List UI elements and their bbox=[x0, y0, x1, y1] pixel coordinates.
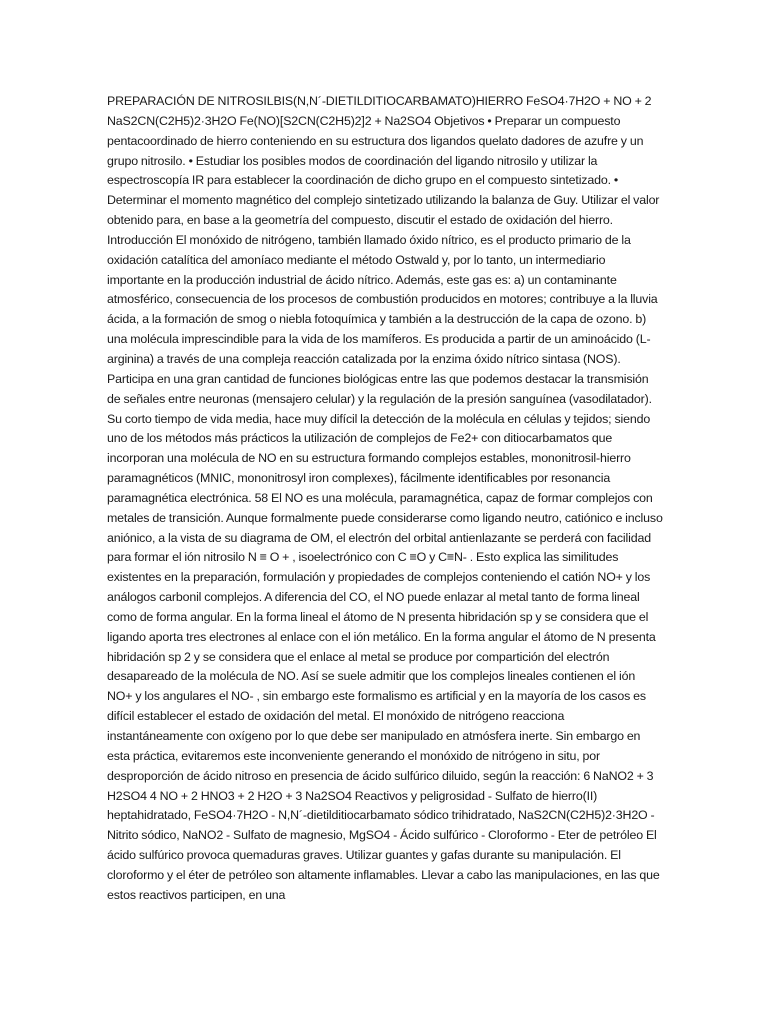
body-text: PREPARACIÓN DE NITROSILBIS(N,N´-DIETILDITIOCARBAMATO)HIERRO FeSO4·7H2O + NO + 2 NaS2CN(C2H5)2·3H2O Fe(NO)[S2CN(C2H5)2]2 + Na2SO4 Objetivos • Preparar un compuesto pentacoordinado de hierro conteniendo en su estructura dos ligandos quelato dadores de azufre y un grupo nitrosilo. • Estudiar los posibles modos de coordinación del ligando nitrosilo y utilizar la espectroscopía IR para establecer la coordinación de dicho grupo en el compuesto sintetizado. • Determinar el momento magnético del complejo sintetizado utilizando la balanza de Guy. Utilizar el valor obtenido para, en base a la geometría del compuesto, discutir el estado de oxidación del hierro. Introducción El monóxido de nitrógeno, también llamado óxido nítrico, es el producto primario de la oxidación catalítica del amoníaco mediante el método Ostwald y, por lo tanto, un intermediario importante en la producción industrial de ácido nítrico. Además, este gas es: a) un contaminante atmosférico, consecuencia de los procesos de combustión producidos en motores; contribuye a la lluvia ácida, a la formación de smog o niebla fotoquímica y también a la destrucción de la capa de ozono. b) una molécula imprescindible para la vida de los mamíferos. Es producida a partir de un aminoácido (L-arginina) a través de una compleja reacción catalizada por la enzima óxido nítrico sintasa (NOS). Participa en una gran cantidad de funciones biológicas entre las que podemos destacar la transmisión de señales entre neuronas (mensajero celular) y la regulación de la presión sanguínea (vasodilatador). Su corto tiempo de vida media, hace muy difícil la detección de la molécula en células y tejidos; siendo uno de los métodos más prácticos la utilización de complejos de Fe2+ con ditiocarbamatos que incorporan una molécula de NO en su estructura formando complejos estables, mononitrosil-hierro paramagnéticos (MNIC, mononitrosyl iron complexes), fácilmente identificables por resonancia paramagnética electrónica. 58 El NO es una molécula, paramagnética, capaz de formar complejos con metales de transición. Aunque formalmente puede considerarse como ligando neutro, catiónico e incluso aniónico, a la vista de su diagrama de OM, el electrón del orbital antienlazante se perderá con facilidad para formar el ión nitrosilo N ≡ O + , isoelectrónico con C ≡O y C≡N- . Esto explica las similitudes existentes en la preparación, formulación y propiedades de complejos conteniendo el catión NO+ y los análogos carbonil complejos. A diferencia del CO, el NO puede enlazar al metal tanto de forma lineal como de forma angular. En la forma lineal el átomo de N presenta hibridación sp y se considera que el ligando aporta tres electrones al enlace con el ión metálico. En la forma angular el átomo de N presenta hibridación sp 2 y se considera que el enlace al metal se produce por compartición del electrón desapareado de la molécula de NO. Así se suele admitir que los complejos lineales contienen el ión NO+ y los angulares el NO- , sin embargo este formalismo es artificial y en la mayoría de los casos es difícil establecer el estado de oxidación del metal. El monóxido de nitrógeno reacciona instantáneamente con oxígeno por lo que debe ser manipulado en atmósfera inerte. Sin embargo en esta práctica, evitaremos este inconveniente generando el monóxido de nitrógeno in situ, por desproporción de ácido nitroso en presencia de ácido sulfúrico diluido, según la reacción: 6 NaNO2 + 3 H2SO4 4 NO + 2 HNO3 + 2 H2O + 3 Na2SO4 Reactivos y peligrosidad - Sulfato de hierro(II) heptahidratado, FeSO4·7H2O - N,N´-dietilditiocarbamato sódico trihidratado, NaS2CN(C2H5)2·3H2O - Nitrito sódico, NaNO2 - Sulfato de magnesio, MgSO4 - Ácido sulfúrico - Cloroformo - Eter de petróleo El ácido sulfúrico provoca quemaduras graves. Utilizar guantes y gafas durante su manipulación. El cloroformo y el éter de petróleo son altamente inflamables. Llevar a cabo las manipulaciones, en las que estos reactivos participen, en una bbox=[107, 94, 663, 902]
